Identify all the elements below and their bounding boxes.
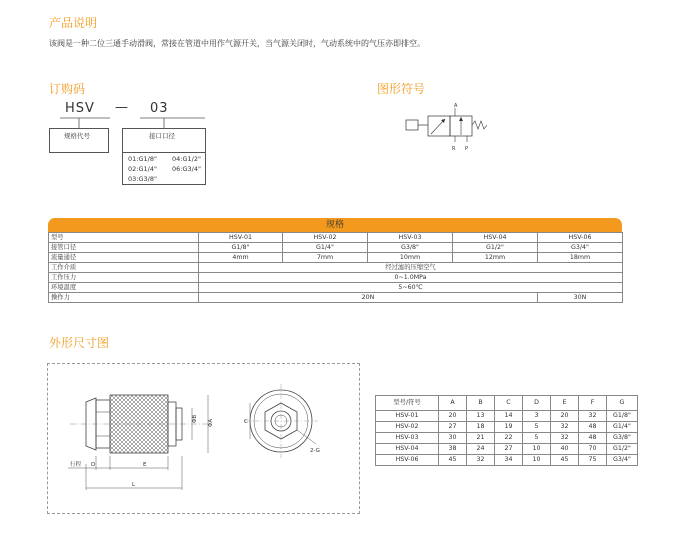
dimension-cell: 10 (523, 455, 551, 466)
spec-row (49, 283, 623, 293)
port-options-box (122, 152, 206, 185)
dimension-cell: 3 (523, 411, 551, 422)
dimension-cell: HSV-06 (376, 455, 439, 466)
dimension-cell: 20 (439, 411, 467, 422)
spec-cell: HSV-01 (199, 233, 283, 243)
ordering-title: 订购码 (49, 82, 86, 96)
product-description: 该阀是一种二位三通手动滑阀，常接在管道中用作气源开关，当气源关闭时，气动系统中的气压亦即排空。 (49, 39, 425, 48)
spec-row-label: 型号 (49, 233, 199, 243)
dimension-cell: 19 (495, 422, 523, 433)
dimensions-title: 外形尺寸图 (49, 336, 110, 350)
code-series: HSV (65, 101, 95, 116)
spec-row-label: 操作力 (49, 293, 199, 303)
port-r-label: R (452, 146, 456, 152)
dimension-cell: 34 (495, 455, 523, 466)
spec-row-label: 环境温度 (49, 283, 199, 293)
dimension-cell: 5 (523, 433, 551, 444)
spec-row (49, 263, 623, 273)
dimension-cell: 70 (579, 444, 607, 455)
dimension-header: C (495, 396, 523, 411)
spec-code-box (49, 128, 109, 153)
dimension-cell: 22 (495, 433, 523, 444)
dim-l-label: L (132, 482, 136, 488)
dimension-cell: 32 (551, 433, 579, 444)
dim-c-label: C (244, 419, 248, 425)
dimension-row (376, 455, 638, 466)
dimension-cell: G3/8" (607, 433, 638, 444)
dimension-cell: 5 (523, 422, 551, 433)
spec-cell: HSV-02 (283, 233, 368, 243)
dim-stroke-label: 行程 (70, 462, 82, 468)
spec-cell: 7mm (283, 253, 368, 263)
spec-cell: 4mm (199, 253, 283, 263)
dimension-drawing (48, 364, 361, 515)
symbol-title: 图形符号 (377, 82, 426, 96)
dimension-cell: 27 (439, 422, 467, 433)
dimension-cell: 45 (551, 455, 579, 466)
spec-title: 规格 (48, 218, 622, 232)
dimension-row (376, 411, 638, 422)
dimension-header: D (523, 396, 551, 411)
dimension-cell: 32 (579, 411, 607, 422)
port-a-label: A (454, 103, 458, 109)
dimension-cell: 30 (439, 433, 467, 444)
port-p-label: P (465, 146, 469, 152)
spec-row (49, 253, 623, 263)
dimension-cell: 45 (439, 455, 467, 466)
dimension-cell: G1/8" (607, 411, 638, 422)
spec-row (49, 273, 623, 283)
dimension-cell: 75 (579, 455, 607, 466)
spec-cell: G3/4" (538, 243, 623, 253)
dim-d-label: D (91, 462, 96, 468)
dimension-cell: HSV-03 (376, 433, 439, 444)
dimension-header: B (467, 396, 495, 411)
spec-cell: G1/8" (199, 243, 283, 253)
product-title: 产品说明 (49, 16, 98, 30)
dimension-cell: 13 (467, 411, 495, 422)
dimension-cell: 14 (495, 411, 523, 422)
spec-row-label: 接管口径 (49, 243, 199, 253)
dimension-cell: 38 (439, 444, 467, 455)
port-option: 01:G1/8" (128, 155, 157, 163)
spec-table (48, 232, 623, 303)
dimension-cell: HSV-01 (376, 411, 439, 422)
spec-cell: 12mm (453, 253, 538, 263)
dimension-cell: HSV-04 (376, 444, 439, 455)
port-code-box (122, 128, 206, 153)
dimension-cell: G3/4" (607, 455, 638, 466)
dimension-header: A (439, 396, 467, 411)
spec-row (49, 243, 623, 253)
dimension-cell: 27 (495, 444, 523, 455)
dim-e-label: E (143, 462, 147, 468)
spec-cell: G1/4" (283, 243, 368, 253)
port-option: 02:G1/4" (128, 165, 157, 173)
dimension-cell: 18 (467, 422, 495, 433)
spec-cell: 30N (538, 293, 623, 303)
dimension-row (376, 444, 638, 455)
code-dash: — (115, 100, 129, 115)
dim-b-label: ΦB (192, 414, 198, 423)
port-option: 04:G1/2" (172, 155, 201, 163)
code-port: 03 (150, 101, 169, 116)
spec-row (49, 233, 623, 243)
spec-row-label: 工作压力 (49, 273, 199, 283)
dimension-header: G (607, 396, 638, 411)
spec-cell: 10mm (368, 253, 453, 263)
dimension-row (376, 433, 638, 444)
dimension-cell: 32 (467, 455, 495, 466)
dimension-cell: 20 (551, 411, 579, 422)
dimension-drawing-frame (47, 363, 360, 514)
dimension-header: F (579, 396, 607, 411)
port-code-label: 接口口径 (149, 132, 175, 140)
spec-cell: 0~1.0MPa (199, 273, 623, 283)
spec-row-label: 流量通径 (49, 253, 199, 263)
port-option: 06:G3/4" (172, 165, 201, 173)
dimension-header: E (551, 396, 579, 411)
spec-cell: HSV-03 (368, 233, 453, 243)
dimension-cell: 48 (579, 433, 607, 444)
spec-cell: G1/2" (453, 243, 538, 253)
valve-symbol (400, 100, 510, 155)
spec-cell: 18mm (538, 253, 623, 263)
dimension-cell: 24 (467, 444, 495, 455)
dim-g-label: 2-G (310, 448, 320, 454)
spec-cell: HSV-06 (538, 233, 623, 243)
dimension-cell: HSV-02 (376, 422, 439, 433)
spec-row-label: 工作介质 (49, 263, 199, 273)
dimension-cell: 21 (467, 433, 495, 444)
spec-cell: 20N (199, 293, 538, 303)
spec-table-wrap (48, 218, 622, 303)
dimension-cell: 48 (579, 422, 607, 433)
dimension-row (376, 422, 638, 433)
dimension-cell: 32 (551, 422, 579, 433)
spec-code-label: 规格代号 (64, 132, 90, 140)
dimension-cell: 10 (523, 444, 551, 455)
dimension-table (375, 395, 638, 466)
dimension-header-row (376, 396, 638, 411)
spec-row (49, 293, 623, 303)
dimension-header: 型号/符号 (376, 396, 439, 411)
dimension-cell: G1/4" (607, 422, 638, 433)
spec-cell: G3/8" (368, 243, 453, 253)
spec-cell: HSV-04 (453, 233, 538, 243)
spec-cell: 5~60℃ (199, 283, 623, 293)
dimension-cell: G1/2" (607, 444, 638, 455)
dimension-cell: 40 (551, 444, 579, 455)
spec-cell: 经过滤的压缩空气 (199, 263, 623, 273)
dim-a-label: ΦA (208, 418, 214, 427)
port-option: 03:G3/8" (128, 175, 157, 183)
